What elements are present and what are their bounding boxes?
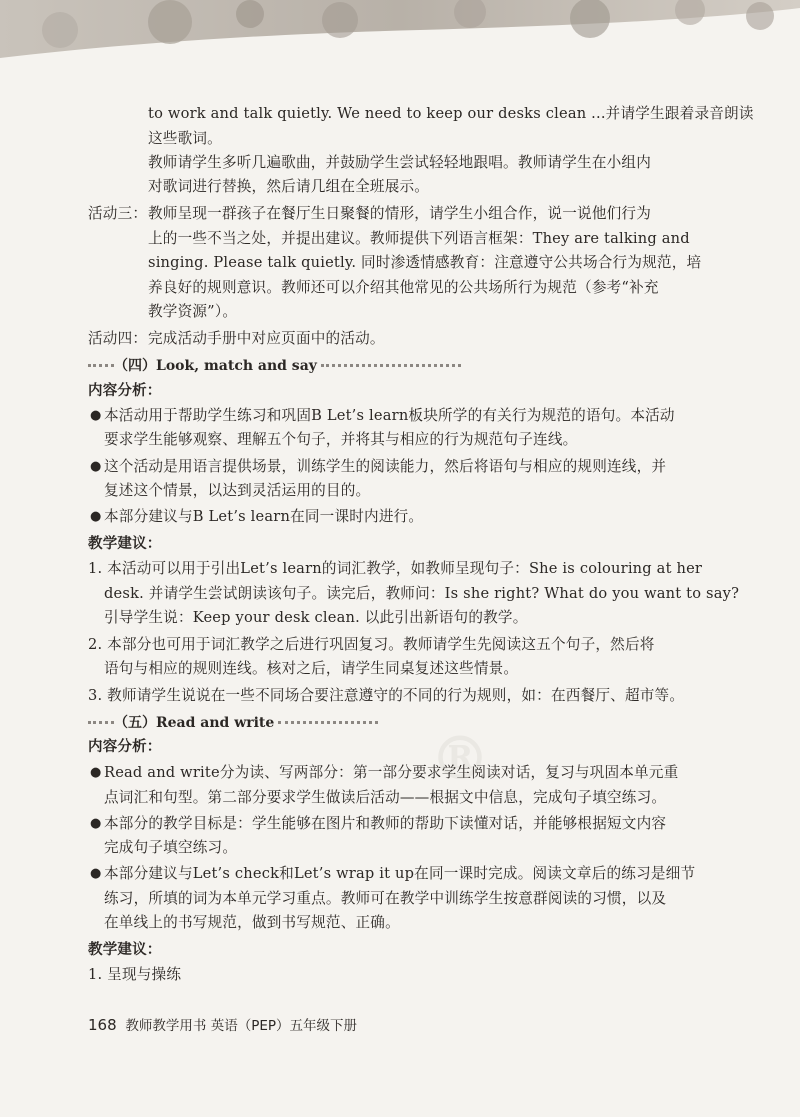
paragraph-line: 点词汇和句型。第二部分要求学生做读后活动——根据文中信息，完成句子填空练习。 [104,789,667,806]
content-analysis-heading: 内容分析： [88,739,162,755]
bullet-icon: ● [90,866,102,881]
content-analysis-heading: 内容分析： [88,383,162,399]
paragraph-line: desk. 并请学生尝试朗读该句子。读完后，教师问：Is she right? What do you want to say? [104,585,740,602]
paragraph-line: 教师呈现一群孩子在餐厅生日聚餐的情形，请学生小组合作，说一说他们行为 [148,205,651,222]
section4-title: （四）Look, match and say [114,358,317,374]
teaching-suggestion-heading: 教学建议： [88,536,162,552]
activity3-label: 活动三： [88,205,148,222]
book-title: 教师教学用书 英语（PEP）五年级下册 [125,1018,358,1034]
paragraph-line: 养良好的规则意识。教师还可以介绍其他常见的公共场所行为规范（参考“补充 [148,279,659,296]
teaching-suggestion-heading: 教学建议： [88,942,162,958]
paragraph-line: 在单线上的书写规范，做到书写规范、正确。 [104,914,400,931]
paragraph-line: Read and write分为读、写两部分：第一部分要求学生阅读对话，复习与巩固本单元重 [104,764,679,781]
watermark: ® [430,724,490,794]
dotted-rule [321,364,461,367]
dotted-rule [88,364,114,367]
paragraph-line: 要求学生能够观察、理解五个句子，并将其与相应的行为规范句子连线。 [104,431,578,448]
paragraph-line: 这个活动是用语言提供场景，训练学生的阅读能力，然后将语句与相应的规则连线，并 [104,458,667,475]
activity4-label: 活动四： [88,330,148,347]
page-footer [88,1014,357,1034]
paragraph-line: 本活动用于帮助学生练习和巩固B Let’s learn板块所学的有关行为规范的语句。本活动 [104,407,675,424]
paragraph-line: 教师请学生多听几遍歌曲，并鼓励学生尝试轻轻地跟唱。教师请学生在小组内 [148,154,651,171]
paragraph-line: 本部分的教学目标是：学生能够在图片和教师的帮助下读懂对话，并能够根据短文内容 [104,815,667,832]
section-heading [88,355,461,375]
paragraph-line: 本部分建议与B Let’s learn在同一课时内进行。 [104,508,424,525]
page-number: 168 [88,1016,117,1034]
paragraph-line: 完成活动手册中对应页面中的活动。 [148,330,385,347]
bullet-icon: ● [90,765,102,780]
paragraph-line: 本部分建议与Let’s check和Let’s wrap it up在同一课时完成。阅读文章后的练习是细节 [104,865,696,882]
paragraph-line: singing. Please talk quietly. 同时渗透情感教育：注意遵守公共场合行为规范，培 [148,254,702,271]
paragraph-line: 对歌词进行替换，然后请几组在全班展示。 [148,178,430,195]
bullet-icon: ● [90,408,102,423]
bullet-icon: ● [90,509,102,524]
paragraph-line: 这些歌词。 [148,130,222,147]
bullet-icon: ● [90,816,102,831]
dotted-rule [88,721,114,724]
paragraph-line: 教学资源”）。 [148,303,238,320]
bullet-icon: ● [90,459,102,474]
paragraph-line: 完成句子填空练习。 [104,839,238,856]
paragraph-line: 上的一些不当之处，并提出建议。教师提供下列语言框架：They are talking and [148,230,690,247]
paragraph-line: 语句与相应的规则连线。核对之后，请学生同桌复述这些情景。 [104,660,519,677]
paragraph-line: 引导学生说：Keep your desk clean. 以此引出新语句的教学。 [104,609,528,626]
paragraph-line: 2. 本部分也可用于词汇教学之后进行巩固复习。教师请学生先阅读这五个句子，然后将 [88,636,655,653]
paragraph-line: 3. 教师请学生说说在一些不同场合要注意遵守的不同的行为规则，如：在西餐厅、超市等。 [88,687,685,704]
section5-title: （五）Read and write [114,715,275,731]
paragraph-line: 1. 呈现与操练 [88,966,182,983]
paragraph-line: 1. 本活动可以用于引出Let’s learn的词汇教学，如教师呈现句子：She is colouring at her [88,560,703,577]
paragraph-line: to work and talk quietly. We need to keep our desks clean ...并请学生跟着录音朗读 [148,105,754,122]
dotted-rule [278,721,378,724]
paragraph-line: 复述这个情景，以达到灵活运用的目的。 [104,482,371,499]
section-heading [88,712,378,732]
paragraph-line: 练习，所填的词为本单元学习重点。教师可在教学中训练学生按意群阅读的习惯，以及 [104,890,667,907]
